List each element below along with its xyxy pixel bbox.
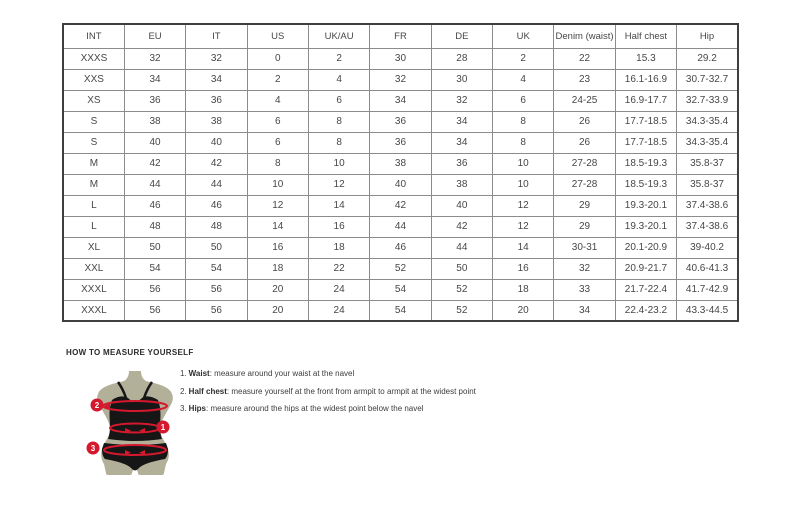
cell-eu: 34 (124, 69, 185, 90)
cell-it: 54 (186, 258, 247, 279)
cell-de: 28 (431, 48, 492, 69)
camisole (108, 396, 162, 441)
cell-uk-au: 4 (308, 69, 369, 90)
column-header: UK/AU (308, 24, 369, 48)
size-chart-table (62, 23, 739, 322)
cell-uk: 14 (493, 237, 554, 258)
cell-uk-au: 2 (308, 48, 369, 69)
cell-denim: 29 (554, 216, 615, 237)
cell-eu: 44 (124, 174, 185, 195)
cell-de: 44 (431, 237, 492, 258)
cell-uk-au: 12 (308, 174, 369, 195)
cell-it: 40 (186, 132, 247, 153)
cell-us: 20 (247, 279, 308, 300)
table-row (63, 90, 738, 111)
table-row (63, 48, 738, 69)
cell-uk: 2 (493, 48, 554, 69)
cell-eu: 42 (124, 153, 185, 174)
cell-half-chest: 21.7-22.4 (615, 279, 676, 300)
measure-step (180, 387, 760, 396)
svg-text:1: 1 (160, 423, 166, 432)
cell-it: 36 (186, 90, 247, 111)
cell-de: 42 (431, 216, 492, 237)
cell-half-chest: 17.7-18.5 (615, 132, 676, 153)
cell-hip: 41.7-42.9 (677, 279, 738, 300)
measure-section-title: HOW TO MEASURE YOURSELF (66, 348, 194, 357)
cell-uk: 18 (493, 279, 554, 300)
cell-eu: 56 (124, 279, 185, 300)
cell-denim: 30-31 (554, 237, 615, 258)
cell-eu: 38 (124, 111, 185, 132)
measure-step (180, 404, 760, 413)
cell-int: L (63, 216, 124, 237)
cell-us: 12 (247, 195, 308, 216)
cell-hip: 34.3-35.4 (677, 132, 738, 153)
cell-uk: 10 (493, 174, 554, 195)
column-header: DE (431, 24, 492, 48)
column-header: Hip (677, 24, 738, 48)
cell-fr: 46 (370, 237, 431, 258)
cell-us: 16 (247, 237, 308, 258)
cell-fr: 34 (370, 90, 431, 111)
table-row (63, 153, 738, 174)
cell-denim: 34 (554, 300, 615, 321)
cell-fr: 40 (370, 174, 431, 195)
cell-half-chest: 19.3-20.1 (615, 216, 676, 237)
cell-fr: 44 (370, 216, 431, 237)
cell-us: 10 (247, 174, 308, 195)
cell-fr: 42 (370, 195, 431, 216)
cell-de: 52 (431, 279, 492, 300)
cell-uk-au: 14 (308, 195, 369, 216)
cell-half-chest: 17.7-18.5 (615, 111, 676, 132)
cell-it: 44 (186, 174, 247, 195)
cell-us: 2 (247, 69, 308, 90)
cell-eu: 36 (124, 90, 185, 111)
cell-it: 34 (186, 69, 247, 90)
cell-eu: 54 (124, 258, 185, 279)
cell-de: 40 (431, 195, 492, 216)
cell-us: 8 (247, 153, 308, 174)
cell-uk: 12 (493, 195, 554, 216)
cell-it: 38 (186, 111, 247, 132)
table-row (63, 132, 738, 153)
table-row (63, 300, 738, 321)
step-label: Hips (188, 404, 207, 413)
cell-fr: 52 (370, 258, 431, 279)
cell-us: 14 (247, 216, 308, 237)
hips-badge (87, 442, 100, 455)
cell-hip: 43.3-44.5 (677, 300, 738, 321)
cell-fr: 36 (370, 132, 431, 153)
cell-fr: 54 (370, 279, 431, 300)
step-number: 1. (180, 369, 187, 378)
cell-half-chest: 16.1-16.9 (615, 69, 676, 90)
cell-denim: 27-28 (554, 174, 615, 195)
cell-fr: 54 (370, 300, 431, 321)
cell-it: 48 (186, 216, 247, 237)
cell-denim: 24-25 (554, 90, 615, 111)
cell-half-chest: 20.1-20.9 (615, 237, 676, 258)
size-chart-header (63, 24, 738, 48)
step-description: : measure around the hips at the widest point below the navel (206, 404, 424, 413)
cell-hip: 29.2 (677, 48, 738, 69)
cell-de: 32 (431, 90, 492, 111)
cell-eu: 56 (124, 300, 185, 321)
cell-hip: 34.3-35.4 (677, 111, 738, 132)
cell-fr: 38 (370, 153, 431, 174)
svg-text:3: 3 (90, 444, 96, 453)
cell-uk-au: 10 (308, 153, 369, 174)
measure-steps-list (180, 369, 760, 422)
column-header: EU (124, 24, 185, 48)
header-row (63, 24, 738, 48)
cell-uk: 12 (493, 216, 554, 237)
cell-de: 36 (431, 153, 492, 174)
cell-denim: 32 (554, 258, 615, 279)
step-label: Half chest (188, 386, 227, 396)
cell-uk: 8 (493, 132, 554, 153)
column-header: Denim (waist) (554, 24, 615, 48)
table-row (63, 69, 738, 90)
table-row (63, 174, 738, 195)
table-row (63, 111, 738, 132)
cell-de: 30 (431, 69, 492, 90)
cell-int: L (63, 195, 124, 216)
cell-denim: 26 (554, 132, 615, 153)
cell-half-chest: 15.3 (615, 48, 676, 69)
cell-us: 6 (247, 111, 308, 132)
cell-uk-au: 22 (308, 258, 369, 279)
cell-int: XXL (63, 258, 124, 279)
cell-uk: 8 (493, 111, 554, 132)
cell-uk: 20 (493, 300, 554, 321)
cell-de: 50 (431, 258, 492, 279)
waist-badge (157, 421, 170, 434)
cell-int: S (63, 132, 124, 153)
cell-eu: 50 (124, 237, 185, 258)
cell-uk: 16 (493, 258, 554, 279)
cell-it: 32 (186, 48, 247, 69)
column-header: UK (493, 24, 554, 48)
table-row (63, 216, 738, 237)
cell-uk-au: 24 (308, 279, 369, 300)
cell-hip: 37.4-38.6 (677, 216, 738, 237)
cell-int: XXXL (63, 300, 124, 321)
table-row (63, 237, 738, 258)
cell-hip: 39-40.2 (677, 237, 738, 258)
cell-it: 42 (186, 153, 247, 174)
cell-half-chest: 18.5-19.3 (615, 174, 676, 195)
cell-int: S (63, 111, 124, 132)
cell-hip: 32.7-33.9 (677, 90, 738, 111)
cell-fr: 30 (370, 48, 431, 69)
cell-denim: 26 (554, 111, 615, 132)
cell-uk-au: 8 (308, 111, 369, 132)
cell-eu: 32 (124, 48, 185, 69)
step-number: 3. (180, 404, 187, 413)
cell-de: 34 (431, 111, 492, 132)
cell-fr: 36 (370, 111, 431, 132)
table-row (63, 195, 738, 216)
cell-us: 4 (247, 90, 308, 111)
cell-uk: 10 (493, 153, 554, 174)
cell-half-chest: 16.9-17.7 (615, 90, 676, 111)
cell-us: 18 (247, 258, 308, 279)
cell-us: 6 (247, 132, 308, 153)
cell-fr: 32 (370, 69, 431, 90)
column-header: INT (63, 24, 124, 48)
cell-eu: 40 (124, 132, 185, 153)
cell-hip: 35.8-37 (677, 174, 738, 195)
cell-de: 34 (431, 132, 492, 153)
column-header: FR (370, 24, 431, 48)
cell-denim: 29 (554, 195, 615, 216)
cell-uk-au: 24 (308, 300, 369, 321)
step-description: : measure yourself at the front from armpit to armpit at the widest point (226, 386, 476, 396)
cell-denim: 23 (554, 69, 615, 90)
cell-eu: 46 (124, 195, 185, 216)
cell-de: 38 (431, 174, 492, 195)
cell-uk-au: 16 (308, 216, 369, 237)
cell-uk: 4 (493, 69, 554, 90)
cell-hip: 35.8-37 (677, 153, 738, 174)
cell-int: XS (63, 90, 124, 111)
cell-denim: 33 (554, 279, 615, 300)
cell-it: 50 (186, 237, 247, 258)
column-header: US (247, 24, 308, 48)
measurement-diagram-icon (82, 370, 192, 480)
cell-uk-au: 18 (308, 237, 369, 258)
cell-it: 56 (186, 279, 247, 300)
cell-int: XL (63, 237, 124, 258)
column-header: IT (186, 24, 247, 48)
cell-eu: 48 (124, 216, 185, 237)
table-row (63, 258, 738, 279)
step-description: : measure around your waist at the navel (209, 369, 355, 378)
cell-int: M (63, 174, 124, 195)
step-number: 2. (180, 386, 187, 396)
svg-text:2: 2 (94, 401, 100, 410)
size-chart-body (63, 48, 738, 321)
cell-int: XXS (63, 69, 124, 90)
cell-int: XXXL (63, 279, 124, 300)
cell-de: 52 (431, 300, 492, 321)
cell-hip: 30.7-32.7 (677, 69, 738, 90)
step-label: Waist (188, 369, 210, 378)
cell-int: XXXS (63, 48, 124, 69)
cell-hip: 40.6-41.3 (677, 258, 738, 279)
cell-uk-au: 8 (308, 132, 369, 153)
cell-half-chest: 22.4-23.2 (615, 300, 676, 321)
cell-half-chest: 18.5-19.3 (615, 153, 676, 174)
cell-us: 0 (247, 48, 308, 69)
cell-uk: 6 (493, 90, 554, 111)
cell-denim: 27-28 (554, 153, 615, 174)
cell-int: M (63, 153, 124, 174)
cell-us: 20 (247, 300, 308, 321)
cell-half-chest: 20.9-21.7 (615, 258, 676, 279)
cell-half-chest: 19.3-20.1 (615, 195, 676, 216)
cell-it: 56 (186, 300, 247, 321)
measure-step (180, 369, 760, 378)
cell-denim: 22 (554, 48, 615, 69)
cell-hip: 37.4-38.6 (677, 195, 738, 216)
cell-uk-au: 6 (308, 90, 369, 111)
cell-it: 46 (186, 195, 247, 216)
table-row (63, 279, 738, 300)
column-header: Half chest (615, 24, 676, 48)
chest-badge (91, 399, 104, 412)
